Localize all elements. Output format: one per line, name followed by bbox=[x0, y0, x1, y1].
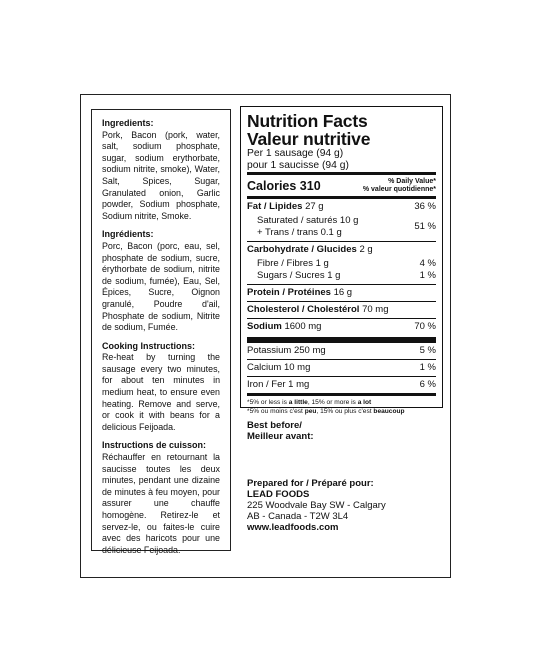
protein-row bbox=[247, 285, 436, 301]
footnote-en: *5% or less is a little, 15% or more is a lot bbox=[247, 399, 372, 406]
iron-label: Iron / Fer 1 mg bbox=[247, 379, 310, 390]
sugars-row bbox=[247, 270, 436, 284]
fat-label: Fat / Lipides bbox=[247, 201, 303, 212]
footnote bbox=[247, 396, 436, 416]
cooking-title-en: Cooking Instructions: bbox=[102, 340, 195, 351]
carb-label: Carbohydrate / Glucides bbox=[247, 244, 357, 255]
nutrition-facts-table bbox=[240, 106, 443, 415]
address-line-2: AB - Canada - T2W 3L4 bbox=[247, 511, 349, 522]
daily-value-en: % Daily Value* bbox=[388, 178, 436, 185]
ingredients-title-en: Ingredients: bbox=[102, 118, 154, 128]
sodium-dv: 70 % bbox=[414, 321, 436, 332]
ingredients-title-fr: Ingrédients: bbox=[102, 229, 154, 240]
cooking-text-en: Re-heat by turning the sausage every two minutes, for about ten minutes in medium heat, to ensure even heating. Remove and serve, or cook it with beans for a delicious Feijoada. bbox=[102, 352, 220, 432]
sodium-label: Sodium bbox=[247, 321, 282, 332]
serving-size-fr: pour 1 saucisse (94 g) bbox=[247, 160, 349, 171]
daily-value-header bbox=[363, 178, 436, 194]
company-name: LEAD FOODS bbox=[247, 489, 310, 500]
ingredients-panel bbox=[91, 109, 231, 555]
cooking-title-fr: Instructions de cuisson: bbox=[102, 440, 207, 451]
sodium-row bbox=[247, 319, 436, 335]
fat-row bbox=[247, 199, 436, 215]
trans-line: + Trans / trans 0.1 g bbox=[257, 227, 342, 238]
carb-amount: 2 g bbox=[359, 244, 373, 255]
serving-size-en: Per 1 sausage (94 g) bbox=[247, 148, 344, 159]
iron-dv: 6 % bbox=[419, 379, 436, 390]
carb-row bbox=[247, 242, 436, 258]
calcium-row bbox=[247, 360, 436, 376]
best-before-en: Best before/ bbox=[247, 420, 302, 431]
calcium-dv: 1 % bbox=[419, 362, 436, 373]
sodium-amount: 1600 mg bbox=[284, 321, 322, 332]
fibre-row bbox=[247, 258, 436, 270]
address-line-1: 225 Woodvale Bay SW - Calgary bbox=[247, 500, 386, 511]
potassium-row bbox=[247, 343, 436, 359]
calories-row bbox=[247, 175, 436, 196]
sugars-dv: 1 % bbox=[419, 270, 436, 281]
saturated-row bbox=[247, 215, 436, 239]
potassium-label: Potassium 250 mg bbox=[247, 345, 326, 356]
ingredients-text-en: Pork, Bacon (pork, water, salt, sodium phosphate, sugar, sodium erythorbate, sodium nitrite, smoke), Water, Salt, Spices, Sugar, Granulated onion, Garlic powder, Sodium phosphate, Sodium nitrite, Smoke. bbox=[102, 129, 220, 221]
cholesterol-row bbox=[247, 302, 436, 318]
cholesterol-amount: 70 mg bbox=[362, 304, 389, 315]
iron-row bbox=[247, 377, 436, 393]
website: www.leadfoods.com bbox=[247, 522, 339, 533]
fibre-label: Fibre / Fibres 1 g bbox=[257, 258, 329, 269]
potassium-dv: 5 % bbox=[419, 345, 436, 356]
protein-amount: 16 g bbox=[333, 287, 353, 298]
sugars-label: Sugars / Sucres 1 g bbox=[257, 270, 341, 281]
cholesterol-label: Cholesterol / Cholestérol bbox=[247, 304, 360, 315]
saturated-dv: 51 % bbox=[414, 221, 436, 232]
best-before bbox=[247, 420, 314, 442]
cooking-text-fr: Réchauffer en retournant la saucisse toutes les deux minutes, pendant une dizaine de minutes à feu moyen, pour assurer une chauffe homogène. Retirez-le et servez-le, ou faites-le cuire avec des haricots pour une délicieuse Feijoada. bbox=[102, 452, 220, 555]
footnote-fr: *5% ou moins c'est peu, 15% ou plus c'est beaucoup bbox=[247, 408, 405, 415]
ingredients-text-fr: Porc, Bacon (porc, eau, sel, phosphate de sodium, sucre, érythorbate de sodium, nitrite de sodium, fumée), Eau, Sel, Épices, Sucre, Oignon granulé, Poudre d'ail, Phosphate de sodium, Nitrite de sodium, Fumée. bbox=[102, 240, 220, 333]
saturated-line: Saturated / saturés 10 g bbox=[257, 215, 359, 226]
prepared-label: Prepared for / Préparé pour: bbox=[247, 478, 374, 489]
calories-label: Calories 310 bbox=[247, 179, 321, 193]
nutrition-title-fr: Valeur nutritive bbox=[247, 129, 371, 149]
prepared-for bbox=[247, 478, 386, 533]
nutrition-title-en: Nutrition Facts bbox=[247, 111, 368, 131]
fibre-dv: 4 % bbox=[419, 258, 436, 269]
fat-amount: 27 g bbox=[305, 201, 324, 212]
calcium-label: Calcium 10 mg bbox=[247, 362, 311, 373]
fat-dv: 36 % bbox=[414, 201, 436, 212]
daily-value-fr: % valeur quotidienne* bbox=[362, 186, 436, 193]
best-before-fr: Meilleur avant: bbox=[247, 431, 314, 442]
protein-label: Protein / Protéines bbox=[247, 287, 331, 298]
